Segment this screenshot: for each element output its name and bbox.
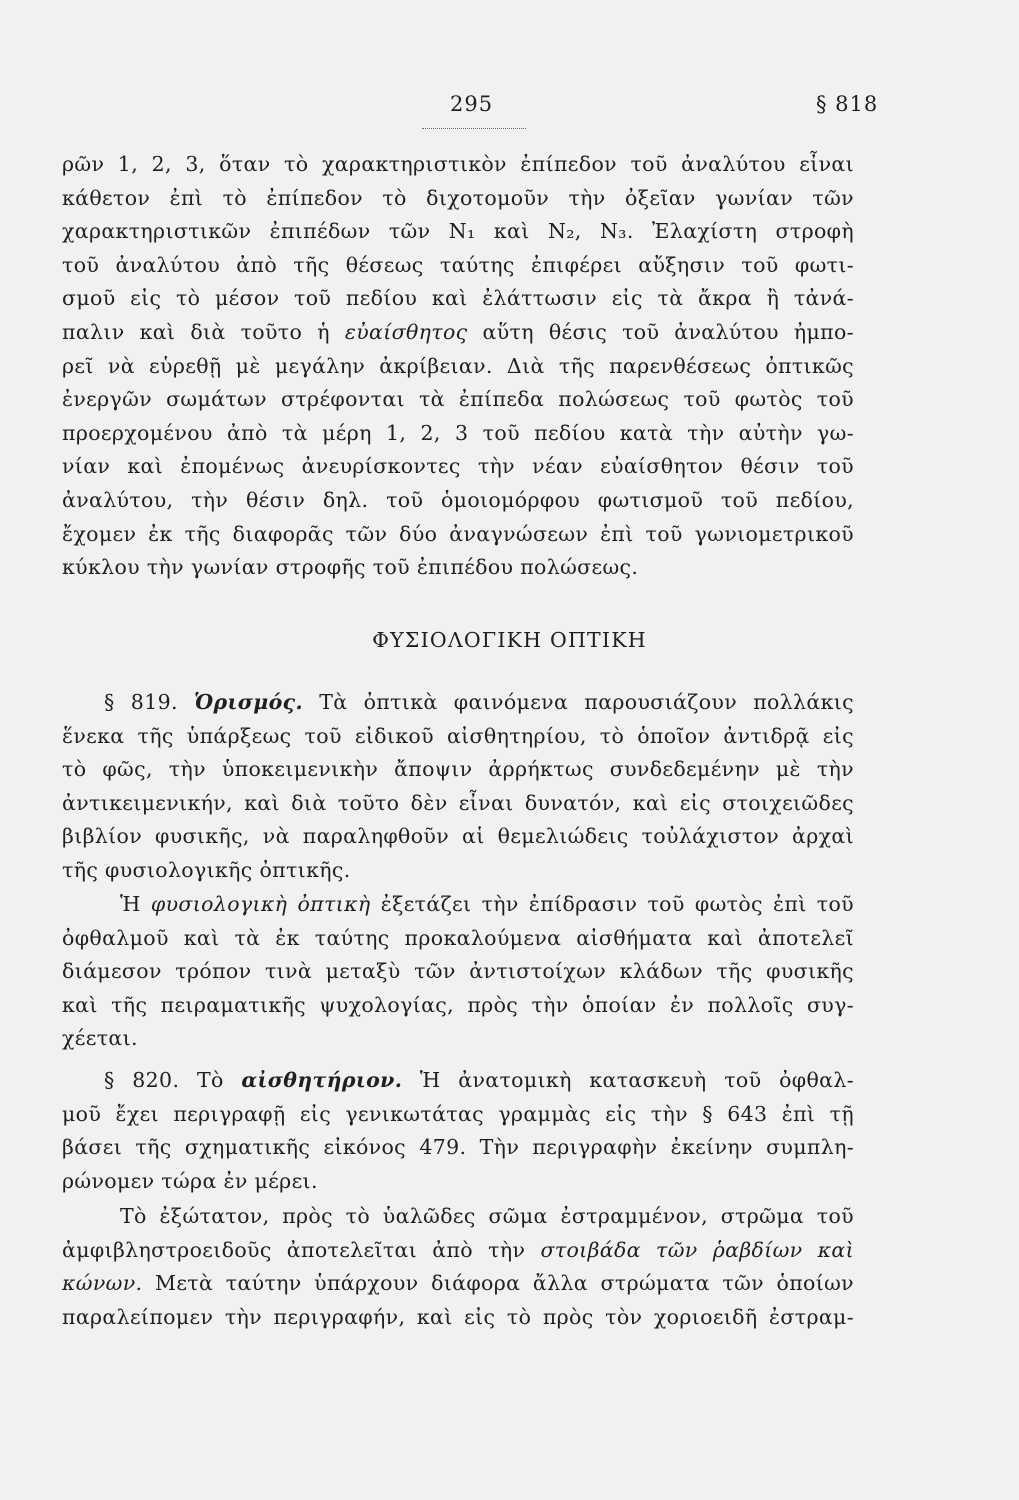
- text-line: ἔχομεν ἐκ τῆς διαφορᾶς τῶν δύο ἀναγνώσεων ἐπὶ τοῦ γωνιομετρικοῦ: [62, 521, 854, 546]
- text-line: [62, 686, 854, 720]
- text-fragment: Τὰ ὀπτικὰ φαινόμενα παρουσιάζουν πολλάκις: [319, 690, 854, 714]
- page-number-underline: [422, 128, 526, 129]
- section-820: [62, 1064, 854, 1198]
- text-fragment: αὕτη θέσις τοῦ ἀναλύτου ἠμπο-: [482, 319, 854, 344]
- text-fragment: ἐξετάζει τὴν ἐπίδρασιν τοῦ φωτὸς ἐπὶ τοῦ: [380, 892, 854, 916]
- text-fragment: Μετὰ ταύτην ὑπάρχουν διάφορα ἄλλα στρώματα τῶν ὁποίων: [155, 1271, 854, 1296]
- section-marker: § 818: [816, 92, 879, 116]
- text-fragment: Τὸ: [196, 1068, 224, 1092]
- text-line: τοῦ ἀναλύτου ἀπὸ τῆς θέσεως ταύτης ἐπιφέρει αὔξησιν τοῦ φωτι-: [62, 252, 854, 277]
- text-line: ἀντικειμενικήν, καὶ διὰ τοῦτο δὲν εἶναι δυνατόν, καὶ εἰς στοιχειῶδες: [62, 790, 854, 815]
- text-line: χαρακτηριστικῶν ἐπιπέδων τῶν N₁ καὶ N₂, N₃. Ἐλαχίστη στροφὴ: [62, 219, 854, 244]
- section-title: Ὁρισμός.: [194, 690, 303, 714]
- text-line: ἐνεργῶν σωμάτων στρέφονται τὰ ἐπίπεδα πολώσεως τοῦ φωτὸς τοῦ: [62, 387, 854, 412]
- text-line: ρεῖ νὰ εὑρεθῇ μὲ μεγάλην ἀκρίβειαν. Διὰ τῆς παρενθέσεως ὀπτικῶς: [62, 353, 854, 378]
- page-number: 295: [450, 92, 494, 116]
- text-line: χέεται.: [62, 1026, 138, 1051]
- text-line: μοῦ ἔχει περιγραφῇ εἰς γενικωτάτας γραμμὰς εἰς τὴν § 643 ἐπὶ τῇ: [62, 1101, 854, 1126]
- text-fragment: Ἡ ἀνατομικὴ κατασκευὴ τοῦ ὀφθαλ-: [419, 1068, 854, 1092]
- text-line: [62, 1064, 854, 1098]
- text-line: σμοῦ εἰς τὸ μέσον τοῦ πεδίου καὶ ἐλάττωσιν εἰς τὰ ἄκρα ἢ τἀνά-: [62, 286, 854, 311]
- text-line: [62, 316, 854, 350]
- section-label: § 819.: [104, 690, 178, 714]
- text-line: ἕνεκα τῆς ὑπάρξεως τοῦ εἰδικοῦ αἰσθητηρίου, τὸ ὁποῖον ἀντιδρᾷ εἰς: [62, 723, 854, 748]
- text-fragment: Ἡ: [120, 892, 141, 916]
- text-line: βιβλίον φυσικῆς, νὰ παραληφθοῦν αἱ θεμελιώδεις τοὐλάχιστον ἀρχαὶ: [62, 824, 854, 849]
- text-line: Τὸ ἐξώτατον, πρὸς τὸ ὑαλῶδες σῶμα ἐστραμμένον, στρῶμα τοῦ: [120, 1204, 854, 1228]
- paragraph-physiological-optics: [62, 888, 854, 1056]
- text-line: νίαν καὶ ἐπομένως ἀνευρίσκοντες τὴν νέαν εὐαίσθητον θέσιν τοῦ: [62, 454, 854, 479]
- text-fragment: ἀμφιβληστροειδοῦς ἀποτελεῖται ἀπὸ τὴν: [62, 1237, 526, 1262]
- section-title: αἰσθητήριον.: [241, 1068, 403, 1092]
- text-line: [62, 1267, 854, 1301]
- italic-term: στοιβάδα τῶν ῥαβδίων καὶ: [540, 1237, 854, 1262]
- text-line: ἀναλύτου, τὴν θέσιν δηλ. τοῦ ὁμοιομόρφου φωτισμοῦ τοῦ πεδίου,: [62, 487, 854, 512]
- italic-term: φυσιολογικὴ ὀπτικὴ: [150, 892, 371, 916]
- text-line: κύκλου τὴν γωνίαν στροφῆς τοῦ ἐπιπέδου πολώσεως.: [62, 555, 639, 580]
- text-line: καὶ τῆς πειραματικῆς ψυχολογίας, πρὸς τὴν ὁποίαν ἐν πολλοῖς συγ-: [62, 992, 854, 1017]
- text-line: κάθετον ἐπὶ τὸ ἐπίπεδον τὸ διχοτομοῦν τὴν ὀξεῖαν γωνίαν τῶν: [62, 185, 854, 210]
- text-line: τὸ φῶς, τὴν ὑποκειμενικὴν ἄποψιν ἀρρήκτως συνδεδεμένην μὲ τὴν: [62, 757, 854, 782]
- text-line: βάσει τῆς σχηματικῆς εἰκόνος 479. Τὴν περιγραφὴν ἐκείνην συμπλη-: [62, 1135, 854, 1160]
- text-line: [62, 888, 854, 922]
- text-line: προερχομένου ἀπὸ τὰ μέρη 1, 2, 3 τοῦ πεδίου κατὰ τὴν αὐτὴν γω-: [62, 420, 854, 445]
- text-line: διάμεσον τρόπον τινὰ μεταξὺ τῶν ἀντιστοίχων κλάδων τῆς φυσικῆς: [62, 959, 854, 984]
- text-line: ὀφθαλμοῦ καὶ τὰ ἐκ ταύτης προκαλούμενα αἰσθήματα καὶ ἀποτελεῖ: [62, 925, 854, 950]
- text-line: τῆς φυσιολογικῆς ὀπτικῆς.: [62, 857, 351, 882]
- section-label: § 820.: [104, 1068, 180, 1092]
- text-line: [62, 1234, 854, 1268]
- text-line: παραλείπομεν τὴν περιγραφήν, καὶ εἰς τὸ πρὸς τὸν χοριοειδῆ ἐστραμ-: [62, 1304, 854, 1329]
- text-line: ρώνομεν τώρα ἐν μέρει.: [62, 1168, 318, 1193]
- paragraph-818-continuation: [62, 148, 854, 585]
- text-line: ρῶν 1, 2, 3, ὅταν τὸ χαρακτηριστικὸν ἐπίπεδον τοῦ ἀναλύτου εἶναι: [62, 152, 854, 176]
- paragraph-outer-layer: [62, 1200, 854, 1334]
- chapter-heading: ΦΥΣΙΟΛΟΓΙΚΗ ΟΠΤΙΚΗ: [372, 628, 647, 652]
- section-819: [62, 686, 854, 888]
- text-fragment: παλιν καὶ διὰ τοῦτο ἡ: [62, 319, 330, 344]
- italic-term: εὐαίσθητος: [344, 319, 468, 344]
- italic-term: κώνων.: [62, 1271, 143, 1296]
- page-header: [0, 92, 1019, 132]
